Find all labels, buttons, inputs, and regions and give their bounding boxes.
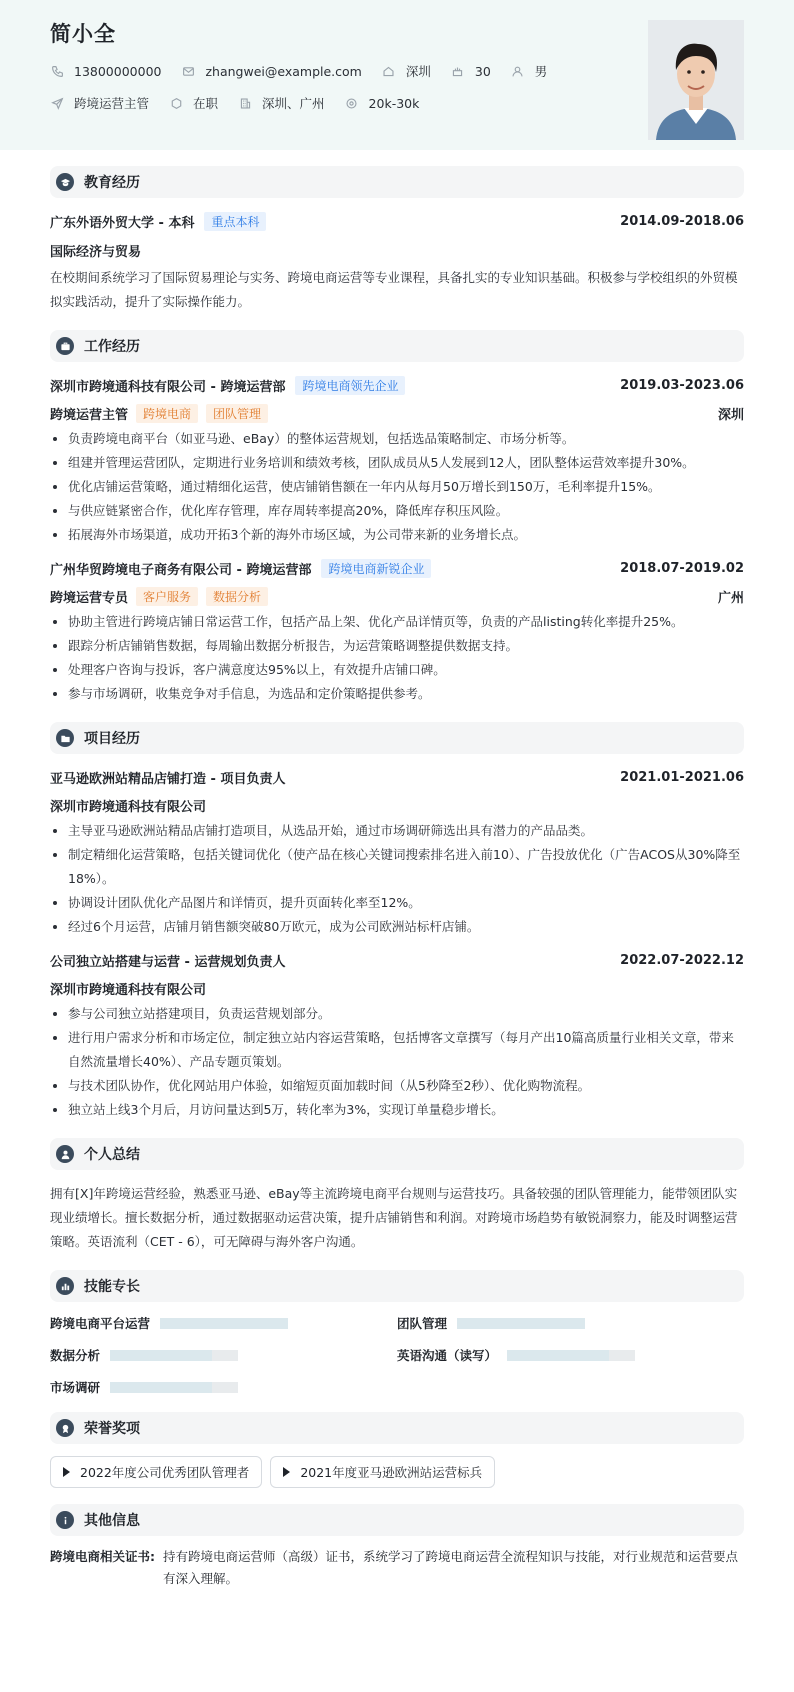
briefcase-icon: [56, 337, 74, 355]
triangle-icon: [283, 1467, 290, 1477]
email-item: [181, 64, 361, 79]
status-text: 在职: [193, 96, 219, 111]
section-title: 工作经历: [84, 339, 140, 355]
role-name: 跨境运营专员: [50, 591, 129, 606]
work-date: 2019.03-2023.06: [620, 378, 744, 393]
education-description: 在校期间系统学习了国际贸易理论与实务、跨境电商运营等专业课程，具备扎实的专业知识基础。积极参与学校组织的外贸模拟实践活动，提升了实际操作能力。: [50, 270, 738, 309]
role-tag: 客户服务: [136, 587, 198, 606]
project-entry: [50, 951, 744, 1122]
section-skills: [50, 1270, 744, 1302]
medal-icon: [56, 1419, 74, 1437]
section-title: 荣誉奖项: [84, 1421, 140, 1437]
coin-icon: [345, 96, 359, 110]
list-item: 协助主管进行跨境店铺日常运营工作，包括产品上架、优化产品详情页等，负责的产品listing转化率提升25%。: [50, 610, 744, 634]
target-city-item: [238, 94, 325, 112]
list-item: 与技术团队协作，优化网站用户体验，如缩短页面加载时间（从5秒降至2秒）、优化购物流程。: [50, 1074, 744, 1098]
age-text: 30: [474, 63, 491, 79]
list-item: 经过6个月运营，店铺月销售额突破80万欧元，成为公司欧洲站标杆店铺。: [50, 915, 744, 939]
skill-name: 团队管理: [397, 1316, 448, 1331]
phone-text: 13800000000: [74, 63, 162, 79]
status-icon: [169, 96, 183, 110]
city-text: 深圳: [405, 64, 431, 79]
city-item: [382, 62, 431, 80]
phone-item: [50, 64, 161, 79]
home-icon: [382, 64, 396, 78]
gender-text: 男: [534, 64, 548, 79]
skill-item: [397, 1314, 744, 1332]
candidate-name: 简小全: [50, 22, 116, 46]
major: 国际经济与贸易: [50, 245, 142, 260]
cake-icon: [451, 64, 465, 78]
role-name: 跨境运营主管: [50, 408, 129, 423]
other-info: [50, 1546, 744, 1590]
work-bullets: [50, 610, 744, 706]
section-title: 教育经历: [84, 175, 140, 191]
school-tag: 重点本科: [204, 212, 266, 231]
project-title: 亚马逊欧洲站精品店铺打造 - 项目负责人: [50, 772, 286, 787]
work-location: 深圳: [717, 408, 744, 423]
profile-header: [0, 0, 794, 150]
resume-body: [0, 166, 794, 1590]
list-item: 主导亚马逊欧洲站精品店铺打造项目，从选品开始，通过市场调研筛选出具有潜力的产品品类。: [50, 819, 744, 843]
project-title: 公司独立站搭建与运营 - 运营规划负责人: [50, 955, 286, 970]
status-item: [169, 94, 218, 112]
list-item: 跟踪分析店铺销售数据，每周输出数据分析报告，为运营策略调整提供数据支持。: [50, 634, 744, 658]
list-item: 处理客户咨询与投诉，客户满意度达95%以上，有效提升店铺口碑。: [50, 658, 744, 682]
section-honors: [50, 1412, 744, 1444]
section-title: 技能专长: [84, 1279, 140, 1295]
role-line: [50, 404, 268, 423]
work-entry: [50, 376, 744, 547]
chart-icon: [56, 1277, 74, 1295]
skill-item: [397, 1346, 744, 1364]
skill-level: [457, 1318, 585, 1329]
project-bullets: [50, 819, 744, 939]
salary-item: [345, 96, 420, 111]
other-value: 持有跨境电商运营师（高级）证书，系统学习了跨境电商运营全流程知识与技能，对行业规范和运营要点有深入理解。: [163, 1549, 739, 1586]
list-item: 参与市场调研，收集竞争对手信息，为选品和定价策略提供参考。: [50, 682, 744, 706]
project-bullets: [50, 1002, 744, 1122]
skill-name: 英语沟通（读写）: [397, 1348, 498, 1363]
skill-bar: [457, 1318, 585, 1329]
user-icon: [511, 64, 525, 78]
role-tag: 数据分析: [206, 587, 268, 606]
section-projects: [50, 722, 744, 754]
skill-level: [110, 1350, 212, 1361]
skills-grid: [50, 1314, 744, 1396]
role-tag: 跨境电商: [136, 404, 198, 423]
project-company: 深圳市跨境通科技有限公司: [50, 800, 207, 815]
list-item: 优化店铺运营策略，通过精细化运营，使店铺销售额在一年内从每月50万增长到150万，毛利率提升15%。: [50, 475, 744, 499]
folder-icon: [56, 729, 74, 747]
company-name: 广州华贸跨境电子商务有限公司 - 跨境运营部: [50, 563, 312, 578]
list-item: 参与公司独立站搭建项目，负责运营规划部分。: [50, 1002, 744, 1026]
gender-item: [511, 62, 548, 80]
skill-level: [507, 1350, 609, 1361]
profile-photo: [648, 20, 744, 140]
section-title: 个人总结: [84, 1147, 140, 1163]
email-text: zhangwei@example.com: [205, 63, 362, 79]
awards-list: [50, 1456, 744, 1488]
salary-text: 20k-30k: [368, 95, 420, 111]
triangle-icon: [63, 1467, 70, 1477]
info-icon: [56, 1511, 74, 1529]
send-icon: [50, 96, 64, 110]
position-item: [50, 94, 149, 112]
work-date: 2018.07-2019.02: [620, 561, 744, 576]
list-item: 负责跨境电商平台（如亚马逊、eBay）的整体运营规划，包括选品策略制定、市场分析等。: [50, 427, 744, 451]
company-tag: 跨境电商新锐企业: [321, 559, 431, 578]
section-work: [50, 330, 744, 362]
company-name: 深圳市跨境通科技有限公司 - 跨境运营部: [50, 380, 286, 395]
summary-text: 拥有[X]年跨境运营经验，熟悉亚马逊、eBay等主流跨境电商平台规则与运营技巧。具备较强的团队管理能力，能带领团队实现业绩增长。擅长数据分析，通过数据驱动运营决策，提升店铺销售和利润。对跨境市场趋势有敏锐洞察力，能及时调整运营策略。英语流利（CET - 6），可无障碍与海外客户沟通。: [50, 1186, 738, 1249]
company-tag: 跨境电商领先企业: [295, 376, 405, 395]
award-text: 2021年度亚马逊欧洲站运营标兵: [300, 1465, 483, 1480]
skill-name: 数据分析: [50, 1348, 101, 1363]
building-icon: [238, 96, 252, 110]
project-entry: [50, 768, 744, 939]
skill-bar: [110, 1382, 238, 1393]
company-title: [50, 559, 431, 578]
section-summary: [50, 1138, 744, 1170]
list-item: 制定精细化运营策略，包括关键词优化（使产品在核心关键词搜索排名进入前10）、广告投放优化（广告ACOS从30%降至18%）。: [50, 843, 744, 891]
list-item: 与供应链紧密合作，优化库存管理，库存周转率提高20%，降低库存积压风险。: [50, 499, 744, 523]
person-icon: [56, 1145, 74, 1163]
section-title: 其他信息: [84, 1513, 140, 1529]
project-date: 2022.07-2022.12: [620, 953, 744, 968]
project-date: 2021.01-2021.06: [620, 770, 744, 785]
section-title: 项目经历: [84, 731, 140, 747]
award-text: 2022年度公司优秀团队管理者: [80, 1465, 250, 1480]
school-title: [50, 212, 266, 231]
work-bullets: [50, 427, 744, 547]
school-name: 广东外语外贸大学 - 本科: [50, 216, 195, 231]
list-item: 进行用户需求分析和市场定位，制定独立站内容运营策略，包括博客文章撰写（每月产出10篇高质量行业相关文章，带来自然流量增长40%）、产品专题页策划。: [50, 1026, 744, 1074]
section-education: [50, 166, 744, 198]
skill-level: [110, 1382, 212, 1393]
skill-bar: [160, 1318, 288, 1329]
role-tag: 团队管理: [206, 404, 268, 423]
award-item: [270, 1456, 495, 1488]
role-line: [50, 587, 268, 606]
position-text: 跨境运营主管: [74, 96, 150, 111]
skill-level: [160, 1318, 288, 1329]
contact-line: [50, 62, 744, 80]
graduation-cap-icon: [56, 173, 74, 191]
award-item: [50, 1456, 262, 1488]
phone-icon: [50, 64, 64, 78]
company-title: [50, 376, 405, 395]
list-item: 组建并管理运营团队，定期进行业务培训和绩效考核，团队成员从5人发展到12人，团队整体运营效率提升30%。: [50, 451, 744, 475]
age-item: [451, 64, 491, 79]
skill-bar: [507, 1350, 635, 1361]
skill-name: 跨境电商平台运营: [50, 1316, 151, 1331]
skill-item: [50, 1314, 397, 1332]
skill-item: [50, 1346, 397, 1364]
mail-icon: [181, 64, 195, 78]
work-entry: [50, 559, 744, 706]
job-intent-line: [50, 94, 744, 112]
education-entry: [50, 212, 744, 314]
section-other: [50, 1504, 744, 1536]
education-date: 2014.09-2018.06: [620, 214, 744, 229]
list-item: 协调设计团队优化产品图片和详情页，提升页面转化率至12%。: [50, 891, 744, 915]
skill-item: [50, 1378, 397, 1396]
skill-bar: [110, 1350, 238, 1361]
project-company: 深圳市跨境通科技有限公司: [50, 983, 207, 998]
list-item: 拓展海外市场渠道，成功开拓3个新的海外市场区域，为公司带来新的业务增长点。: [50, 523, 744, 547]
target-city-text: 深圳、广州: [262, 96, 325, 111]
list-item: 独立站上线3个月后，月访问量达到5万，转化率为3%，实现订单量稳步增长。: [50, 1098, 744, 1122]
work-location: 广州: [717, 591, 744, 606]
skill-name: 市场调研: [50, 1380, 101, 1395]
other-label: 跨境电商相关证书:: [50, 1549, 155, 1564]
